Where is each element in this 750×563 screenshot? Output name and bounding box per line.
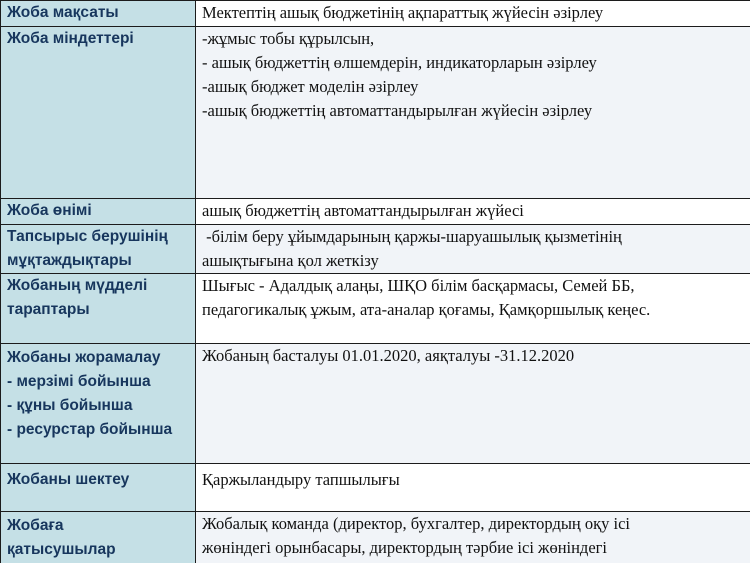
row-value-text: Жобаның басталуы 01.01.2020, аяқталуы -31.12.2020 [202, 346, 575, 365]
row-label [1, 1, 196, 27]
row-label-text: Жобаға [7, 517, 64, 534]
task-item: - ашық бюджеттің өлшемдерін, индикаторларын әзірлеу [202, 53, 597, 72]
row-value [196, 512, 750, 563]
table-row [1, 27, 750, 199]
row-value-text: Жобалық команда (директор, бухгалтер, директордың оқу ісі [202, 514, 631, 533]
row-value-text: ашық бюджеттің автоматтандырылған жүйесі [202, 201, 524, 220]
row-label-text: қатысушылар [7, 541, 116, 558]
row-label-text: - ресурстар бойынша [7, 421, 173, 438]
task-item: -жұмыс тобы құрылсын, [202, 29, 375, 48]
row-value-text: Шығыс - Адалдық алаңы, ШҚО білім басқармасы, Семей ББ, [202, 276, 635, 295]
row-label [1, 27, 196, 199]
row-value [196, 27, 750, 199]
row-label [1, 344, 196, 464]
row-label-text: - мерзімі бойынша [7, 373, 151, 390]
table-row [1, 274, 750, 344]
row-value-text: Мектептің ашық бюджетінің ақпараттық жүйесін әзірлеу [202, 3, 604, 22]
row-value [196, 344, 750, 464]
table-row [1, 199, 750, 225]
row-label [1, 512, 196, 563]
row-label [1, 199, 196, 225]
row-value-text: -білім беру ұйымдарының қаржы-шаруашылық қызметінің [202, 227, 622, 246]
table-row [1, 512, 750, 563]
row-value [196, 225, 750, 274]
row-value [196, 1, 750, 27]
table-row [1, 225, 750, 274]
row-label [1, 225, 196, 274]
row-value-text: педагогикалық ұжым, ата-аналар қоғамы, Қамқоршылық кеңес. [202, 300, 651, 319]
row-value-text: Қаржыландыру тапшылығы [202, 470, 400, 489]
table-row [1, 1, 750, 27]
row-value [196, 464, 750, 512]
row-value [196, 199, 750, 225]
row-label-text: Жоба мақсаты [7, 4, 119, 21]
row-value [196, 274, 750, 344]
row-label-text: Жобаны шектеу [7, 471, 130, 488]
table-row [1, 344, 750, 464]
row-label-text: - құны бойынша [7, 397, 133, 414]
task-item: -ашық бюджет моделін әзірлеу [202, 77, 419, 96]
row-value-text: ашықтығына қол жеткізу [202, 251, 379, 270]
row-value-text: жөніндегі орынбасары, директордың тәрбие ісі жөніндегі [202, 538, 608, 557]
row-label-text: Жоба міндеттері [7, 30, 134, 47]
row-label [1, 274, 196, 344]
row-label-text: Жобаны жорамалау [7, 349, 161, 366]
task-item: -ашық бюджеттің автоматтандырылған жүйесін әзірлеу [202, 101, 593, 120]
row-label-text: тараптары [7, 301, 90, 318]
row-label [1, 464, 196, 512]
row-label-text: Жоба өнімі [7, 202, 92, 219]
row-label-text: мұқтаждықтары [7, 252, 132, 269]
row-label-text: Жобаның мүдделі [7, 277, 148, 294]
row-label-text: Тапсырыс берушінің [7, 228, 168, 245]
table-row [1, 464, 750, 512]
